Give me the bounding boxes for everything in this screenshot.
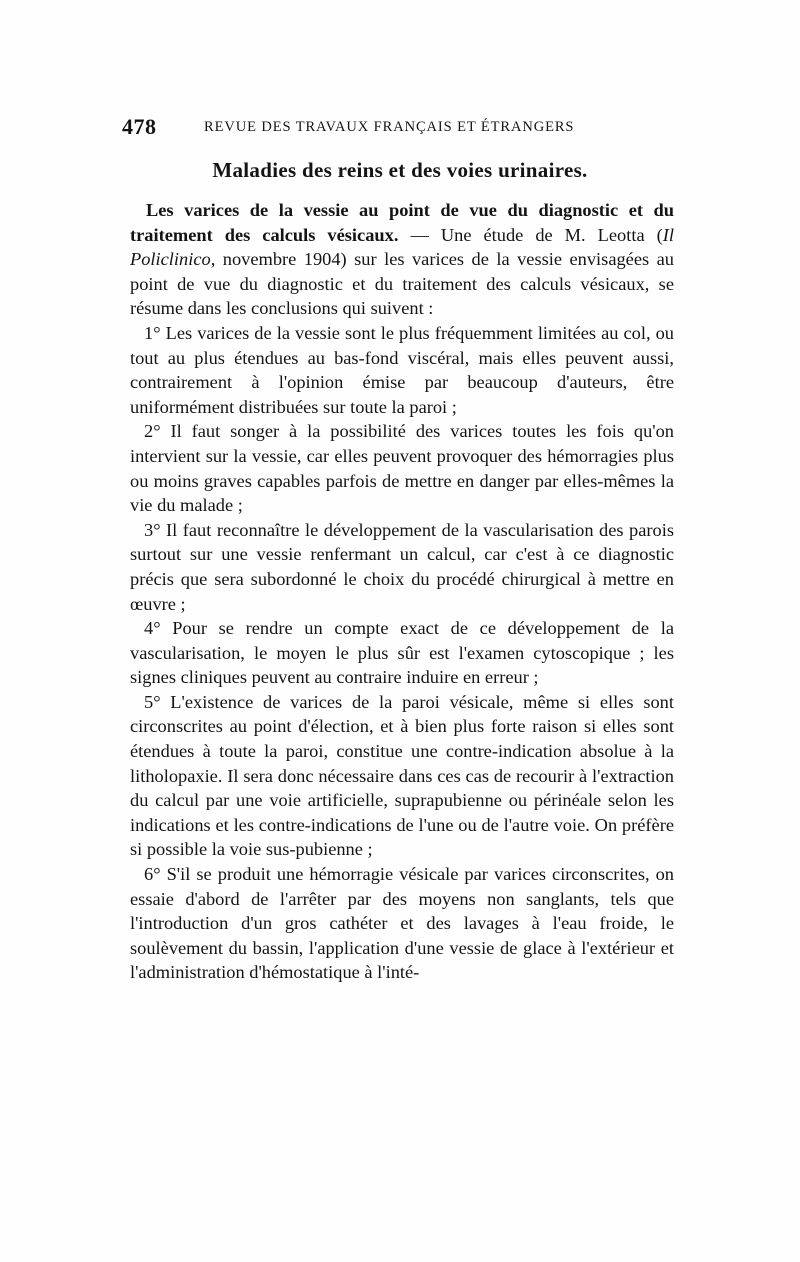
page-number: 478 bbox=[122, 114, 157, 139]
conclusion-paragraph-4: 4° Pour se rendre un compte exact de ce développement de la vascularisation, le moyen le plus sûr est l'examen cytoscopique ; les signes cliniques peuvent au contraire induire en erreur ; bbox=[130, 618, 674, 688]
article-body bbox=[130, 198, 674, 985]
intro-text-end: , novembre 1904) sur les varices de la vessie envisagées au point de vue du diagnostic et du traitement des calculs vésicaux, se résume dans les conclusions qui suivent : bbox=[130, 249, 674, 319]
article-title: Les varices de la vessie au point de vue du diagnostic et du traitement des calculs vésicaux. bbox=[130, 200, 674, 245]
conclusion-paragraph-2: 2° Il faut songer à la possibilité des varices toutes les fois qu'on intervient sur la vessie, car elles peuvent provoquer des hémorragies plus ou moins graves capables parfois de mettre en danger par elles-mêmes la vie du malade ; bbox=[130, 421, 674, 516]
conclusion-paragraph-1: 1° Les varices de la vessie sont le plus fréquemment limitées au col, ou tout au plus étendues au bas-fond viscéral, mais elles peuvent aussi, contrairement à l'opinion émise par beaucoup d'auteurs, être uniformément distribuées sur toute la paroi ; bbox=[130, 322, 674, 417]
running-title: REVUE DES TRAVAUX FRANÇAIS ET ÉTRANGERS bbox=[204, 119, 575, 135]
intro-text-start: — Une étude de M. Leotta ( bbox=[410, 224, 663, 245]
conclusion-paragraph-6: 6° S'il se produit une hémorragie vésicale par varices circonscrites, on essaie d'abord de l'arrêter par des moyens non sanglants, tels que l'introduction d'un gros cathéter et des lavages à l'eau froide, le soulèvement du bassin, l'application d'une vessie de glace à l'extérieur et l'administration d'hémostatique à l'inté- bbox=[130, 864, 674, 983]
section-heading: Maladies des reins et des voies urinaires. bbox=[212, 158, 588, 182]
running-head bbox=[122, 114, 678, 142]
article-intro-paragraph bbox=[130, 198, 674, 321]
journal-name: Il Policlinico bbox=[130, 224, 674, 270]
conclusion-paragraph-5: 5° L'existence de varices de la paroi vésicale, même si elles sont circonscrites au point d'élection, et à bien plus forte raison si elles sont étendues à toute la paroi, constitue une contre-indication absolue à la litholopaxie. Il sera donc nécessaire dans ces cas de recourir à l'extraction du calcul par une voie artificielle, suprapubienne ou périnéale selon les indications et les contre-indications de l'une ou de l'autre voie. On préfère si possible la voie sus-pubienne ; bbox=[130, 691, 674, 860]
conclusion-paragraph-3: 3° Il faut reconnaître le développement de la vascularisation des parois surtout sur une vessie renfermant un calcul, car c'est à ce diagnostic précis que sera subordonné le choix du procédé chirurgical à mettre en œuvre ; bbox=[130, 519, 674, 614]
